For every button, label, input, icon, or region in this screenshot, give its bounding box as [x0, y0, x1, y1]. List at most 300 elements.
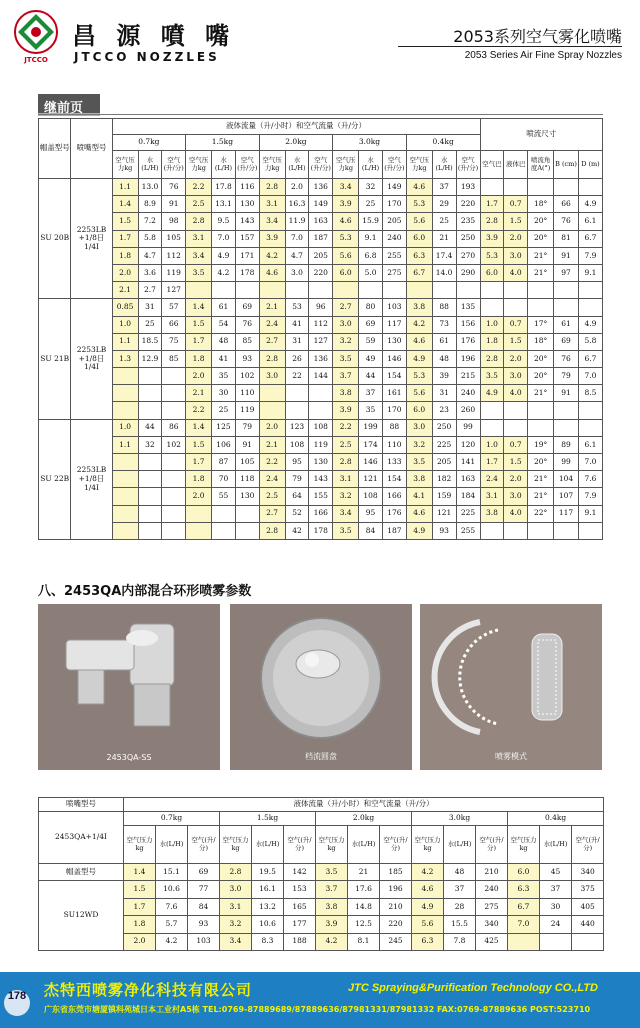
table-cell: 11.9	[285, 213, 309, 230]
sub-header: 空气(升/分)	[284, 826, 316, 864]
table-cell: 85	[235, 333, 259, 350]
table-cell: 5.3	[406, 368, 432, 385]
table-cell: 178	[235, 264, 259, 281]
table-cell	[504, 179, 528, 196]
table-cell	[554, 522, 579, 539]
table-cell	[235, 282, 259, 299]
table-cell: 130	[382, 333, 406, 350]
table-row	[39, 864, 604, 881]
sub-header: 水(L/H)	[540, 826, 572, 864]
table-cell	[480, 419, 504, 436]
table-cell	[528, 282, 554, 299]
table-cell: 163	[456, 471, 480, 488]
table-cell: 144	[309, 368, 333, 385]
table-row	[39, 436, 603, 453]
table-cell: 1.4	[124, 864, 156, 881]
table-cell: 76	[554, 213, 579, 230]
table-cell: 1.0	[112, 419, 138, 436]
table-cell: 9.1	[359, 230, 383, 247]
spray-size-header: 喷流尺寸	[480, 119, 602, 151]
table-cell: 2.0	[504, 350, 528, 367]
nozzle-model: 2253LB +1/8日1/4I	[71, 299, 112, 419]
table-cell: 3.9	[333, 402, 359, 419]
table-cell: 70	[212, 471, 236, 488]
table-cell: 5.7	[156, 916, 188, 933]
flow-header: 液体流量（升/小时）和空气流量（升/分）	[124, 798, 604, 812]
table-cell: 6.1	[578, 213, 602, 230]
table-cell: 166	[309, 505, 333, 522]
page-header	[0, 0, 640, 68]
table-cell: 19.5	[252, 864, 284, 881]
table-cell: 2.2	[186, 179, 212, 196]
table-cell: 220	[456, 196, 480, 213]
table-cell: 188	[284, 933, 316, 950]
sub-header: 空气(升/分)	[188, 826, 220, 864]
sub-header: 空气压力kg	[508, 826, 540, 864]
table-cell: 69	[188, 864, 220, 881]
table-cell: 42	[285, 522, 309, 539]
table-cell: 2.1	[186, 385, 212, 402]
table-cell: 136	[309, 179, 333, 196]
table-cell: 210	[380, 898, 412, 915]
table-cell: 2.0	[112, 264, 138, 281]
table-cell: 146	[359, 454, 383, 471]
table-cell: 3.9	[316, 916, 348, 933]
table-cell: 93	[432, 522, 456, 539]
table-cell: 9.5	[212, 213, 236, 230]
table-cell: 205	[382, 213, 406, 230]
table-cell: 6.3	[406, 247, 432, 264]
table-cell: 99	[554, 454, 579, 471]
cap-model: SU 20B	[39, 179, 71, 299]
table-cell: 5.8	[138, 230, 162, 247]
table-cell: 57	[162, 299, 186, 316]
table-cell	[359, 282, 383, 299]
table-cell	[138, 454, 162, 471]
table-cell: 35	[212, 368, 236, 385]
sub-header: 空气(升/分)	[235, 151, 259, 179]
table-cell: 3.5	[406, 454, 432, 471]
table-cell: 1.4	[112, 196, 138, 213]
table-row	[39, 898, 604, 915]
table-cell: 2.1	[259, 436, 285, 453]
table-cell: 1.8	[186, 350, 212, 367]
table-cell	[112, 471, 138, 488]
table-cell	[554, 419, 579, 436]
table-cell: 29	[432, 196, 456, 213]
table-cell: 290	[456, 264, 480, 281]
sub-header: 空气压力kg	[412, 826, 444, 864]
table-cell: 135	[456, 299, 480, 316]
table-cell: 31	[432, 385, 456, 402]
table-cell: 98	[162, 213, 186, 230]
flow-header: 液体流量（升/小时）和空气流量（升/分）	[112, 119, 480, 135]
jtcco-logo-icon	[14, 10, 58, 54]
table-cell	[333, 282, 359, 299]
table-cell: 4.2	[156, 933, 188, 950]
table-cell: 30	[540, 898, 572, 915]
col-cap-model: 帽盖型号	[39, 119, 71, 179]
table-cell	[554, 282, 579, 299]
table-row	[39, 402, 603, 419]
table-row	[39, 471, 603, 488]
table-cell: 2.0	[186, 368, 212, 385]
pressure-header: 0.4kg	[508, 812, 604, 826]
sub-header: 空气(升/分)	[572, 826, 604, 864]
table-cell: 240	[476, 881, 508, 898]
table-cell: 4.9	[212, 247, 236, 264]
table-cell: 21°	[528, 247, 554, 264]
table-cell: 1.7	[112, 230, 138, 247]
table-cell: 4.6	[406, 333, 432, 350]
table-cell	[259, 385, 285, 402]
table-cell: 2.0	[285, 179, 309, 196]
table-cell: 95	[359, 505, 383, 522]
table-cell: 1.8	[480, 333, 504, 350]
table-cell: 205	[432, 454, 456, 471]
table-cell	[186, 282, 212, 299]
table-cell	[138, 471, 162, 488]
table-cell: 7.0	[212, 230, 236, 247]
table-cell: 7.2	[138, 213, 162, 230]
table-cell: 3.9	[480, 230, 504, 247]
table-cell: 8.3	[252, 933, 284, 950]
table-cell: 24	[540, 916, 572, 933]
pressure-row	[39, 812, 604, 826]
table-cell: 220	[309, 264, 333, 281]
sub-header: 空气压力kg	[259, 151, 285, 179]
table-cell: 20°	[528, 454, 554, 471]
table-cell: 1.5	[186, 316, 212, 333]
table-cell: 20°	[528, 350, 554, 367]
table-cell: 6.0	[480, 264, 504, 281]
table-cell: 17.6	[348, 881, 380, 898]
table-cell: 112	[309, 316, 333, 333]
table-cell: 89	[554, 436, 579, 453]
table-cell: 5.3	[406, 196, 432, 213]
table-cell	[138, 402, 162, 419]
table-cell: 93	[188, 916, 220, 933]
spray-pattern-photo	[420, 604, 602, 770]
nozzle-photo	[38, 604, 220, 770]
table-cell: 37	[540, 881, 572, 898]
table-cell: 21	[348, 864, 380, 881]
table-cell: 8.9	[138, 196, 162, 213]
table-cell: 13.1	[212, 196, 236, 213]
series-divider	[398, 46, 622, 47]
table-cell: 6.7	[578, 350, 602, 367]
table-row	[39, 230, 603, 247]
table-cell: 1.1	[112, 436, 138, 453]
table-cell: 3.2	[406, 436, 432, 453]
table-cell: 103	[382, 299, 406, 316]
table-cell: 2.0	[186, 488, 212, 505]
sub-header: 水(L/H)	[359, 151, 383, 179]
table-cell: 41	[285, 316, 309, 333]
table-cell: 105	[235, 454, 259, 471]
table-cell: 142	[284, 864, 316, 881]
table-cell	[186, 505, 212, 522]
table-cell: 130	[235, 196, 259, 213]
table-cell: 14.0	[432, 264, 456, 281]
table-cell: 193	[456, 179, 480, 196]
pressure-header: 1.5kg	[186, 135, 260, 151]
table-cell: 240	[456, 385, 480, 402]
table-cell: 17.8	[212, 179, 236, 196]
page-number: 178	[4, 990, 30, 1016]
section-8-title: 八、2453QA内部混合环形喷雾参数	[38, 584, 252, 599]
table-cell: 7.9	[578, 488, 602, 505]
2453qa-spec-table	[38, 797, 604, 951]
table-cell: 7.0	[508, 916, 540, 933]
table-cell: 3.9	[333, 196, 359, 213]
table-cell: 30	[212, 385, 236, 402]
table-cell: 10.6	[156, 881, 188, 898]
table-cell: 28	[444, 898, 476, 915]
table-cell	[285, 402, 309, 419]
table-cell: 48	[444, 864, 476, 881]
table-cell: 4.1	[406, 488, 432, 505]
table-cell: 32	[138, 436, 162, 453]
table-cell: 220	[380, 916, 412, 933]
table-cell: 77	[188, 881, 220, 898]
table-cell: 3.5	[333, 522, 359, 539]
table-cell: 199	[359, 419, 383, 436]
table-cell: 5.0	[359, 264, 383, 281]
table-cell: 13.0	[138, 179, 162, 196]
table-cell: 425	[476, 933, 508, 950]
table-cell: 6.0	[333, 264, 359, 281]
table-cell: 161	[382, 385, 406, 402]
table-cell: 2.1	[112, 282, 138, 299]
table-cell: 2.4	[480, 471, 504, 488]
table-cell	[480, 179, 504, 196]
table-cell	[528, 419, 554, 436]
cap-model: SU 22B	[39, 419, 71, 539]
table-cell: 119	[162, 264, 186, 281]
table-cell: 176	[382, 505, 406, 522]
table-cell: 107	[554, 488, 579, 505]
nozzle-model: 2453QA+1/4I	[39, 812, 124, 864]
table-cell	[309, 402, 333, 419]
table-cell	[554, 179, 579, 196]
table-cell: 9.1	[578, 264, 602, 281]
subheader-row	[39, 826, 604, 864]
sub-header: 空气压力kg	[186, 151, 212, 179]
table-cell: 3.7	[333, 368, 359, 385]
table-cell: 255	[382, 247, 406, 264]
sub-header: 空气(升/分)	[456, 151, 480, 179]
table-cell: 3.0	[259, 368, 285, 385]
table-cell: 2.8	[333, 454, 359, 471]
table-cell	[406, 282, 432, 299]
table-cell	[162, 522, 186, 539]
table-cell: 171	[235, 247, 259, 264]
table-cell: 4.6	[406, 179, 432, 196]
sub-header: 空气(升/分)	[380, 826, 412, 864]
table-cell: 91	[554, 385, 579, 402]
table-cell: 16.3	[285, 196, 309, 213]
table-cell: 7.0	[285, 230, 309, 247]
table-cell	[112, 402, 138, 419]
table-cell	[578, 402, 602, 419]
table-cell: 127	[162, 282, 186, 299]
table-cell: 178	[309, 522, 333, 539]
table-cell: 3.0	[220, 881, 252, 898]
table-cell: 22	[285, 368, 309, 385]
table-cell	[138, 488, 162, 505]
table-cell	[138, 368, 162, 385]
table-cell: 6.7	[508, 898, 540, 915]
table-cell	[528, 299, 554, 316]
cap-model: SU 21B	[39, 299, 71, 419]
table-cell: 53	[285, 299, 309, 316]
table-cell: 49	[359, 350, 383, 367]
table-cell	[212, 505, 236, 522]
table-cell: 4.6	[412, 881, 444, 898]
table-cell: 4.7	[138, 247, 162, 264]
table-cell	[235, 522, 259, 539]
table-cell: 69	[554, 333, 579, 350]
table-cell: 4.9	[480, 385, 504, 402]
table-cell: 4.0	[504, 385, 528, 402]
table-cell: 84	[359, 522, 383, 539]
table-cell: 59	[359, 333, 383, 350]
table-cell: 35	[359, 402, 383, 419]
table-cell: 2.7	[259, 333, 285, 350]
table-cell: 177	[284, 916, 316, 933]
table-cell: 108	[309, 419, 333, 436]
table-cell: 4.9	[406, 350, 432, 367]
table-cell: 7.6	[156, 898, 188, 915]
table-cell: 88	[432, 299, 456, 316]
table-cell: 61	[212, 299, 236, 316]
table-cell: 4.6	[259, 264, 285, 281]
table-cell	[578, 282, 602, 299]
table-cell	[540, 933, 572, 950]
table-cell: 163	[309, 213, 333, 230]
table-cell: 4.6	[333, 213, 359, 230]
table-cell: 2.7	[259, 505, 285, 522]
table-cell: 1.5	[504, 333, 528, 350]
table-cell	[382, 282, 406, 299]
table-cell: 3.1	[220, 898, 252, 915]
table-cell	[504, 522, 528, 539]
table-cell: 37	[444, 881, 476, 898]
table-cell	[480, 522, 504, 539]
table-cell: 185	[380, 864, 412, 881]
su-cap-spec-table	[38, 118, 603, 540]
table-cell: 3.0	[504, 247, 528, 264]
table-cell: 15.5	[444, 916, 476, 933]
table-cell: 66	[554, 196, 579, 213]
table-cell: 21	[432, 230, 456, 247]
table-cell	[578, 522, 602, 539]
table-cell: 159	[432, 488, 456, 505]
table-cell: 117	[382, 316, 406, 333]
table-cell: 7.6	[578, 471, 602, 488]
table-cell: 97	[554, 264, 579, 281]
table-cell: 250	[456, 230, 480, 247]
table-row	[39, 488, 603, 505]
table-cell: 3.5	[186, 264, 212, 281]
table-cell: 4.2	[316, 933, 348, 950]
table-cell	[480, 299, 504, 316]
table-cell: 41	[212, 350, 236, 367]
table-cell	[309, 385, 333, 402]
table-cell: 3.8	[316, 898, 348, 915]
table-cell	[259, 402, 285, 419]
table-cell: 103	[188, 933, 220, 950]
table-cell: 19°	[528, 436, 554, 453]
table-cell: 275	[382, 264, 406, 281]
table-cell: 6.3	[508, 881, 540, 898]
table-cell: 235	[456, 213, 480, 230]
table-cell: 240	[382, 230, 406, 247]
table-cell: 116	[235, 179, 259, 196]
table-cell: 17°	[528, 316, 554, 333]
table-cell: 1.5	[112, 213, 138, 230]
deflector-disc-icon	[230, 604, 412, 744]
table-cell: 245	[380, 933, 412, 950]
table-cell: 4.2	[259, 247, 285, 264]
table-cell: 2.8	[259, 350, 285, 367]
table-cell: 79	[554, 368, 579, 385]
table-row	[39, 179, 603, 196]
table-cell: 182	[432, 471, 456, 488]
pressure-header: 3.0kg	[412, 812, 508, 826]
table-cell: 25	[432, 213, 456, 230]
table-cell: 26	[285, 350, 309, 367]
table-cell: 37	[359, 385, 383, 402]
table-cell: 25	[359, 196, 383, 213]
table-cell: 375	[572, 881, 604, 898]
table-cell: 81	[554, 230, 579, 247]
table-cell: 255	[456, 522, 480, 539]
brand-name-en: JTCCO NOZZLES	[74, 50, 220, 64]
table-cell: 54	[212, 316, 236, 333]
table-cell: 48	[432, 350, 456, 367]
table-cell: 127	[309, 333, 333, 350]
sub-header: 水(L/H)	[285, 151, 309, 179]
table-cell: 5.8	[578, 333, 602, 350]
table-cell: 4.2	[412, 864, 444, 881]
table-cell: 6.8	[359, 247, 383, 264]
table-cell	[285, 385, 309, 402]
photo-caption: 2453QA-SS	[106, 753, 152, 762]
table-cell: 3.1	[186, 230, 212, 247]
pressure-header: 1.5kg	[220, 812, 316, 826]
table-cell: 6.0	[406, 402, 432, 419]
table-cell	[162, 454, 186, 471]
pressure-header: 0.4kg	[406, 135, 480, 151]
table-row	[39, 333, 603, 350]
table-cell: 91	[554, 247, 579, 264]
table-cell: 5.3	[480, 247, 504, 264]
table-cell: 13.2	[252, 898, 284, 915]
table-cell: 0.7	[504, 196, 528, 213]
table-cell	[554, 402, 579, 419]
pressure-header: 0.7kg	[112, 135, 186, 151]
table-cell: 3.7	[316, 881, 348, 898]
table-cell: 3.1	[259, 196, 285, 213]
size-col-header: 液体巴	[504, 151, 528, 179]
table-cell: 21°	[528, 471, 554, 488]
table-cell	[480, 282, 504, 299]
table-cell	[572, 933, 604, 950]
table-cell: 170	[382, 196, 406, 213]
cap-model: SU12WD	[39, 881, 124, 951]
